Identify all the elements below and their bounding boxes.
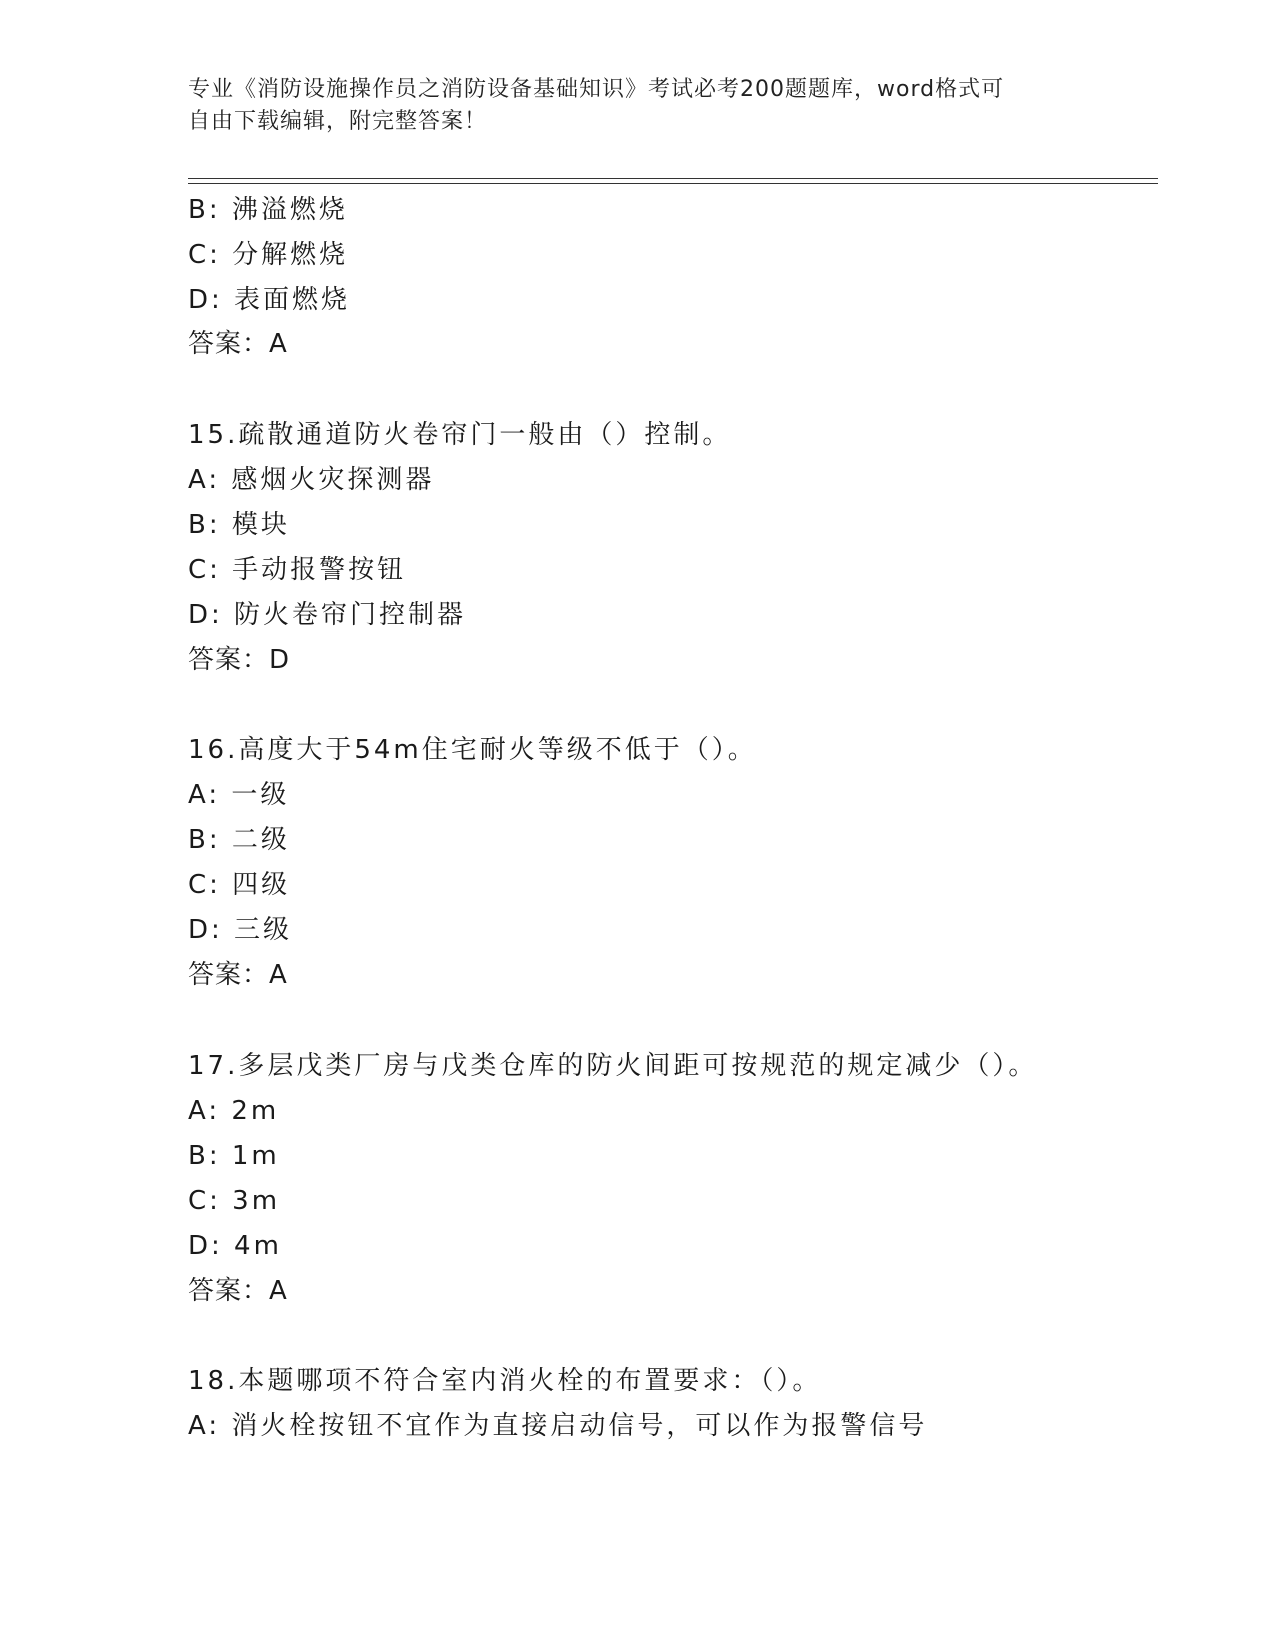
q18-option-a: A: 消火栓按钮不宜作为直接启动信号，可以作为报警信号 (188, 1411, 928, 1441)
q17-option-b: B: 1m (188, 1141, 280, 1171)
header-divider-bottom (188, 183, 1158, 184)
q16-option-b: B: 二级 (188, 825, 290, 855)
q17-question: 17.多层戊类厂房与戊类仓库的防火间距可按规范的规定减少（）。 (188, 1051, 1038, 1081)
q15-option-d: D: 防火卷帘门控制器 (188, 600, 467, 630)
q14-answer: 答案：A (188, 329, 288, 359)
header-line-1: 专业《消防设施操作员之消防设备基础知识》考试必考200题题库，word格式可 (188, 77, 1005, 102)
q15-answer: 答案：D (188, 645, 291, 675)
header-line-2: 自由下载编辑，附完整答案！ (188, 109, 488, 134)
q14-option-b: B: 沸溢燃烧 (188, 195, 348, 225)
q15-option-c: C: 手动报警按钮 (188, 555, 407, 585)
q15-question: 15.疏散通道防火卷帘门一般由（）控制。 (188, 420, 732, 450)
q16-option-d: D: 三级 (188, 915, 293, 945)
q17-option-a: A: 2m (188, 1096, 280, 1126)
q16-option-a: A: 一级 (188, 780, 290, 810)
q14-option-c: C: 分解燃烧 (188, 240, 349, 270)
q17-answer: 答案：A (188, 1276, 288, 1306)
q17-option-c: C: 3m (188, 1186, 281, 1216)
q16-answer: 答案：A (188, 960, 288, 990)
q18-question: 18.本题哪项不符合室内消火栓的布置要求：（）。 (188, 1366, 822, 1396)
q15-option-b: B: 模块 (188, 510, 290, 540)
header-divider-top (188, 178, 1158, 179)
q14-option-d: D: 表面燃烧 (188, 285, 351, 315)
q15-option-a: A: 感烟火灾探测器 (188, 465, 435, 495)
page-header (188, 74, 1088, 138)
q17-option-d: D: 4m (188, 1231, 282, 1261)
q16-question: 16.高度大于54m住宅耐火等级不低于（）。 (188, 735, 757, 765)
q16-option-c: C: 四级 (188, 870, 291, 900)
